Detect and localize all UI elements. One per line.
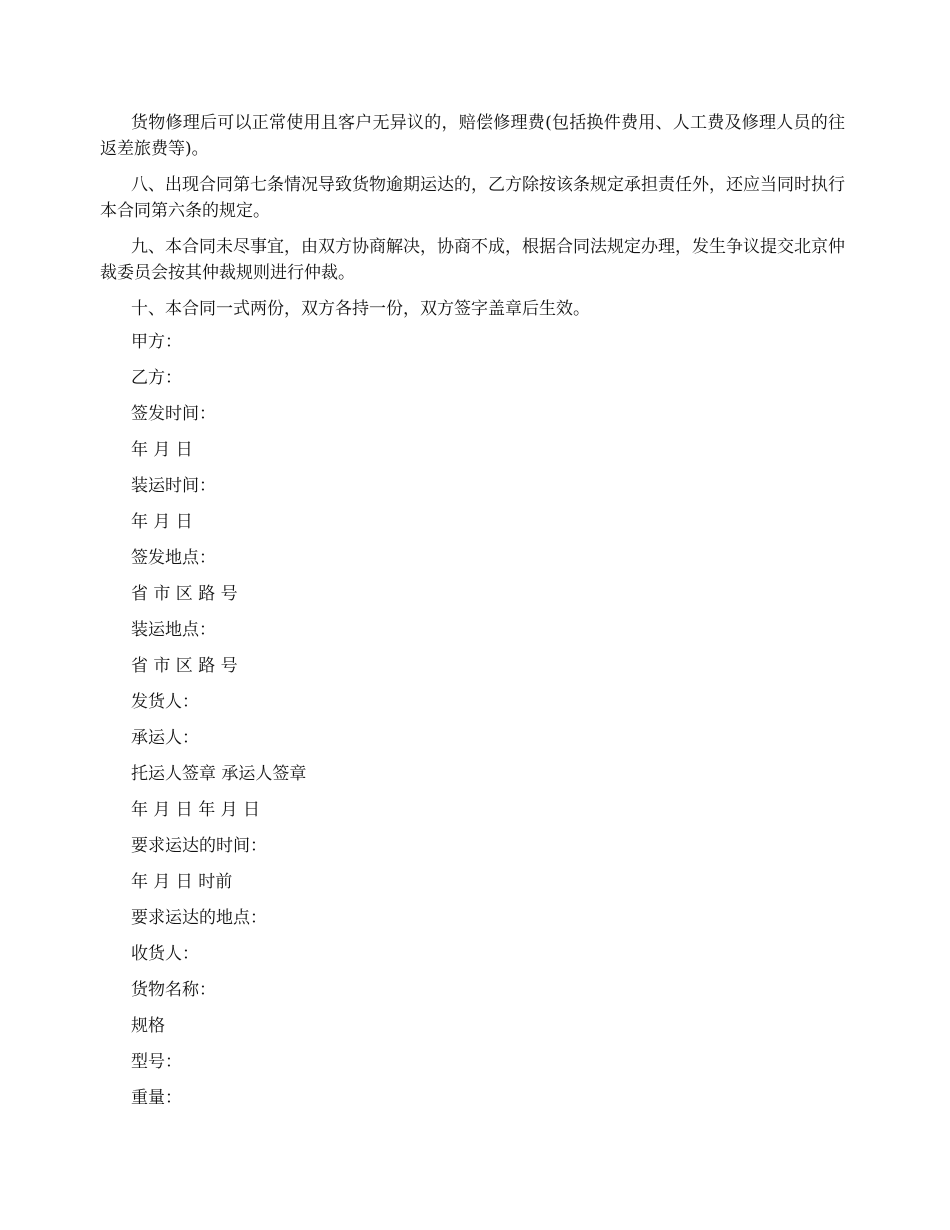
consignee-line: 收货人： <box>131 944 199 964</box>
signature-dates-line: 年 月 日 年 月 日 <box>131 800 261 820</box>
weight-line: 重量： <box>131 1088 182 1108</box>
party-b-line: 乙方： <box>131 368 182 388</box>
paragraph-clause-10: 十、本合同一式两份，双方各持一份，双方签字盖章后生效。 <box>131 299 590 319</box>
document-body <box>100 110 845 1116</box>
shipping-time-label: 装运时间： <box>131 476 216 496</box>
signatures-line: 托运人签章 承运人签章 <box>131 764 307 784</box>
paragraph-clause-8: 八、出现合同第七条情况导致货物逾期运达的，乙方除按该条规定承担责任外，还应当同时执行本合同第六条的规定。 <box>100 175 845 221</box>
shipping-place-label: 装运地点： <box>131 620 216 640</box>
goods-name-line: 货物名称： <box>131 980 216 1000</box>
paragraph-repair-compensation: 货物修理后可以正常使用且客户无异议的，赔偿修理费(包括换件费用、人工费及修理人员的往返差旅费等)。 <box>100 113 845 159</box>
issue-time-label: 签发时间： <box>131 404 216 424</box>
required-arrival-time-line: 年 月 日 时前 <box>131 872 233 892</box>
party-a-line: 甲方： <box>131 332 182 352</box>
paragraph-clause-9: 九、本合同未尽事宜，由双方协商解决，协商不成，根据合同法规定办理，发生争议提交北京仲裁委员会按其仲裁规则进行仲裁。 <box>100 237 845 283</box>
shipping-address-line: 省 市 区 路 号 <box>131 656 238 676</box>
carrier-line: 承运人： <box>131 728 199 748</box>
specification-line: 规格 <box>131 1016 165 1036</box>
shipper-line: 发货人： <box>131 692 199 712</box>
issue-place-label: 签发地点： <box>131 548 216 568</box>
shipping-date-line: 年 月 日 <box>131 512 193 532</box>
model-line: 型号： <box>131 1052 182 1072</box>
required-arrival-place-label: 要求运达的地点： <box>131 908 267 928</box>
issue-address-line: 省 市 区 路 号 <box>131 584 238 604</box>
required-arrival-time-label: 要求运达的时间： <box>131 836 267 856</box>
issue-date-line: 年 月 日 <box>131 440 193 460</box>
